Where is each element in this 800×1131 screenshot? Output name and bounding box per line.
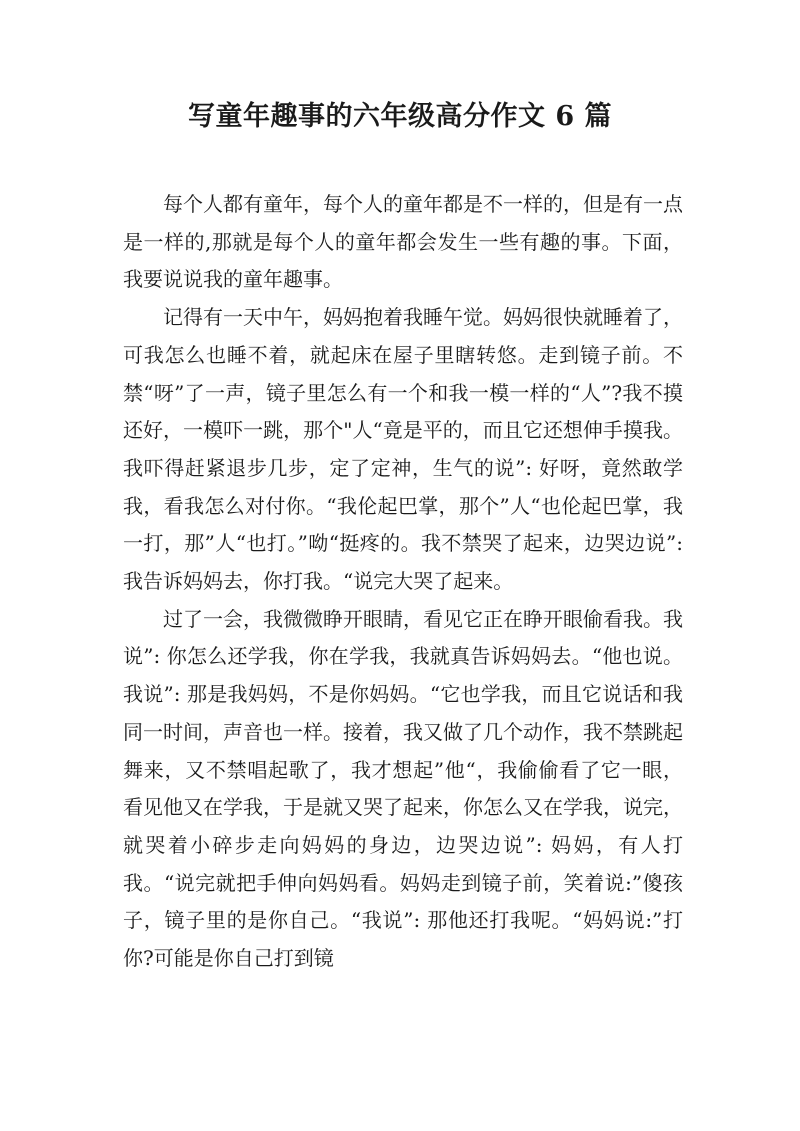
paragraph-2: 记得有一天中午，妈妈抱着我睡午觉。妈妈很快就睡着了，可我怎么也睡不着，就起床在屋子里瞎转悠。走到镜子前。不禁“呀”了一声，镜子里怎么有一个和我一模一样的“人”?我不摸还好，一模吓一跳，那个"人“竟是平的，而且它还想伸手摸我。我吓得赶紧退步几步，定了定神，生气的说”: 好呀，竟然敢学我，看我怎么对付你。“我伦起巴掌，那个”人“也伦起巴掌，我一打，那”人“也打。”呦“挺疼的。我不禁哭了起来，边哭边说”: 我告诉妈妈去，你打我。“说完大哭了起来。 bbox=[123, 305, 683, 594]
page-title: 写童年趣事的六年级高分作文 6 篇 bbox=[187, 101, 613, 132]
paragraph-1: 每个人都有童年，每个人的童年都是不一样的，但是有一点是一样的,那就是每个人的童年都会发生一些有趣的事。下面，我要说说我的童年趣事。 bbox=[123, 192, 683, 292]
paragraph-3: 过了一会，我微微睁开眼睛，看见它正在睁开眼偷看我。我说”: 你怎么还学我，你在学我，我就真告诉妈妈去。“他也说。我说”: 那是我妈妈，不是你妈妈。“它也学我，而且它说话和我同一时间，声音也一样。接着，我又做了几个动作，我不禁跳起舞来，又不禁唱起歌了，我才想起”他“，我偷偷看了它一眼，看见他又在学我，于是就又哭了起来，你怎么又在学我，说完，就哭着小碎步走向妈妈的身边，边哭边说”: 妈妈，有人打我。“说完就把手伸向妈妈看。妈妈走到镜子前，笑着说:”傻孩子，镜子里的是你自己。“我说”: 那他还打我呢。“妈妈说:”打你?可能是你自己打到镜 bbox=[123, 606, 683, 971]
article-body bbox=[123, 186, 683, 978]
